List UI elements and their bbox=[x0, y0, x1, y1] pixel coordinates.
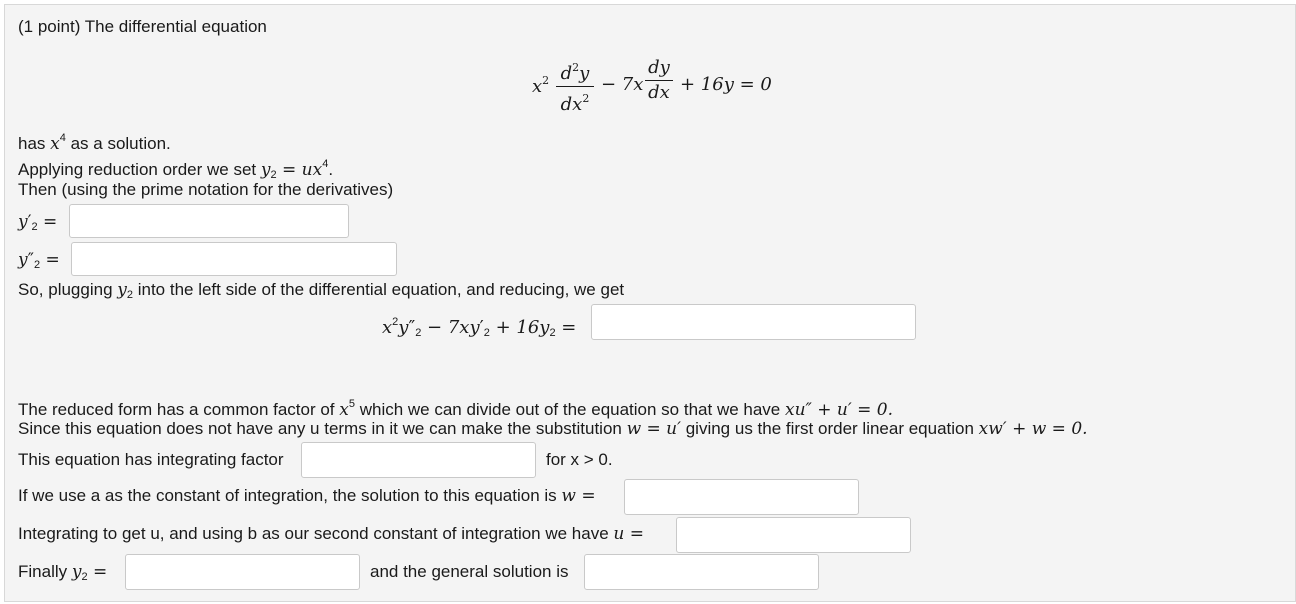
u-solution-label: Integrating to get u, and using b as our second constant of integration we have u = bbox=[18, 524, 645, 544]
y2-prime-label: $y'_2$ = bbox=[18, 212, 58, 233]
y2-final-input[interactable] bbox=[125, 554, 360, 590]
eq-minus-term: − 7x bbox=[601, 74, 644, 95]
finally-label: Finally $y_2$ = bbox=[18, 562, 108, 583]
general-solution-label: and the general solution is bbox=[370, 562, 569, 581]
general-solution-input[interactable] bbox=[584, 554, 819, 590]
problem-header: (1 point) The differential equation bbox=[18, 17, 267, 36]
eq-fraction-first-derivative: dy dx bbox=[645, 57, 673, 104]
lhs-result-input[interactable] bbox=[591, 304, 916, 340]
eq-tail: + 16y = 0 bbox=[680, 74, 772, 95]
eq-lead-coef: $x^2$ bbox=[532, 74, 550, 97]
w-solution-label: If we use a as the constant of integration, the solution to this equation is w = bbox=[18, 486, 596, 506]
reduction-line: Applying reduction order we set $y_2 = ux^4$. bbox=[18, 158, 334, 181]
integrating-factor-suffix: for x > 0. bbox=[546, 450, 613, 469]
reduced-form-line: The reduced form has a common factor of $x^5$ which we can divide out of the equation so that we have xu″ + u′ = 0. bbox=[18, 398, 894, 420]
substitution-line: Since this equation does not have any u terms in it we can make the substitution w = u′ giving us the first order linear equation xw′ + w = 0. bbox=[18, 419, 1088, 439]
y2-double-prime-input[interactable] bbox=[71, 242, 397, 276]
y2-double-prime-label: $y''_2$ = bbox=[18, 250, 60, 271]
plug-line: So, plugging $y_2$ into the left side of the differential equation, and reducing, we get bbox=[18, 280, 625, 301]
integrating-factor-input[interactable] bbox=[301, 442, 536, 478]
y2-prime-input[interactable] bbox=[69, 204, 349, 238]
w-solution-input[interactable] bbox=[624, 479, 859, 515]
lhs-expression: $x^2y''_2 - 7xy'_2 + 16y_2$ = bbox=[382, 316, 577, 339]
eq-fraction-second-derivative: $d^2y$ $dx^2$ bbox=[556, 57, 594, 116]
prime-note: Then (using the prime notation for the derivatives) bbox=[18, 180, 394, 199]
solution-line: has $x^4$ as a solution. bbox=[18, 132, 171, 154]
u-solution-input[interactable] bbox=[676, 517, 911, 553]
integrating-factor-label: This equation has integrating factor bbox=[18, 450, 284, 469]
